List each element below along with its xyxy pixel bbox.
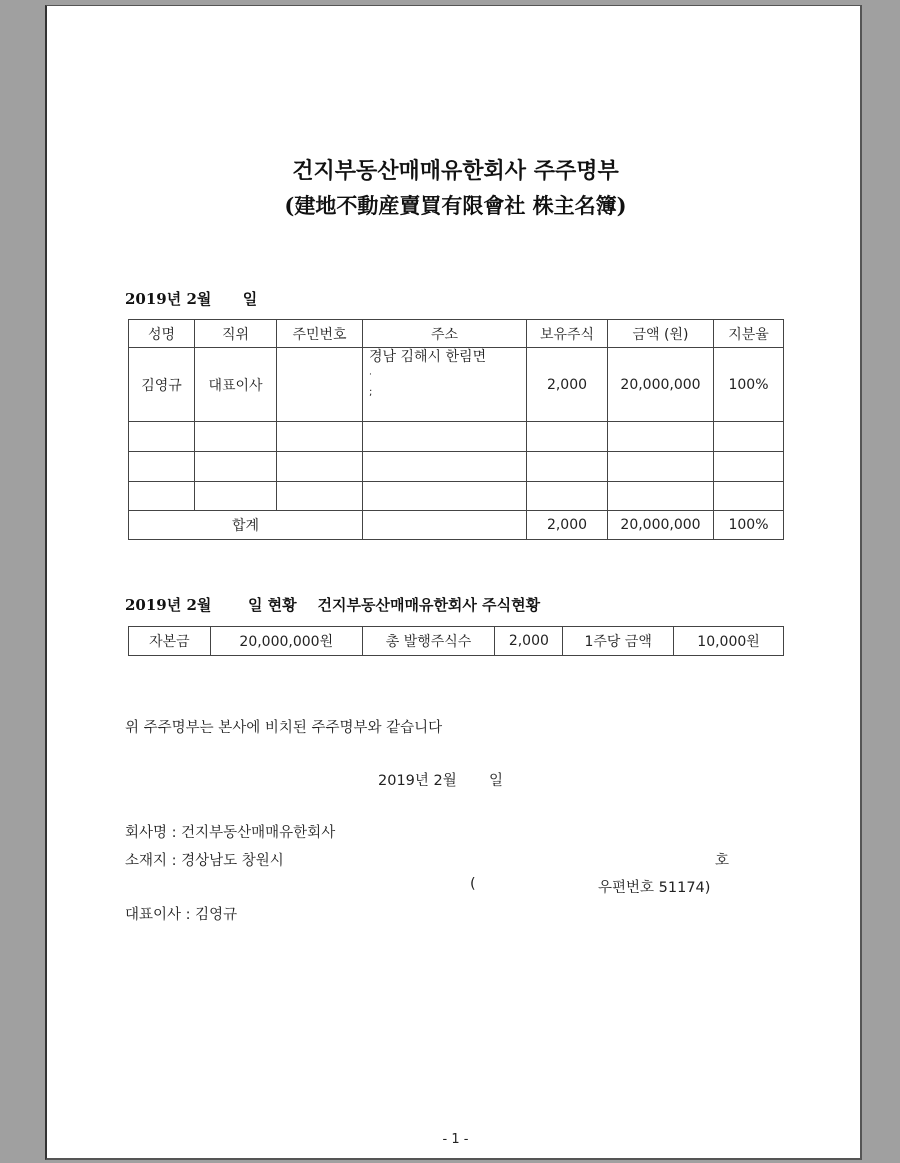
- address-line-3: ;: [369, 387, 373, 398]
- issued-shares-value: 2,000: [495, 627, 563, 656]
- cell-ratio: 100%: [714, 348, 784, 422]
- header-position: 직위: [195, 320, 277, 348]
- cell-position: 대표이사: [195, 348, 277, 422]
- cell-amount: [608, 422, 714, 452]
- table-row: [129, 482, 784, 511]
- postal-code-line: 우편번호 51174): [598, 880, 711, 896]
- cell-address: [363, 348, 527, 422]
- issued-shares-label: 총 발행주식수: [362, 627, 495, 656]
- cell-amount: [608, 452, 714, 482]
- cell-name: [129, 422, 195, 452]
- cell-position: [195, 422, 277, 452]
- header-name: 성명: [129, 320, 195, 348]
- section1-date: 2019년 2월 일: [125, 290, 258, 308]
- cell-ratio: [714, 422, 784, 452]
- per-share-value: 10,000원: [674, 627, 784, 656]
- capital-value: 20,000,000원: [210, 627, 362, 656]
- cell-address: [363, 482, 527, 511]
- statement-date: 2019년 2월 일: [378, 773, 504, 789]
- document-title: 건지부동산매매유한회사 주주명부: [292, 158, 619, 184]
- cell-resident-no: [277, 422, 363, 452]
- page-number: - 1 -: [442, 1132, 469, 1147]
- cell-position: [195, 482, 277, 511]
- cell-amount: [608, 482, 714, 511]
- total-shares: 2,000: [527, 511, 608, 540]
- cell-resident-no: [277, 452, 363, 482]
- cell-position: [195, 452, 277, 482]
- header-ratio: 지분율: [714, 320, 784, 348]
- document-subtitle-hanja: (建地不動産賣買有限會社 株主名簿): [284, 193, 627, 218]
- table-header-row: [129, 320, 784, 348]
- cell-address: [363, 422, 527, 452]
- cell-name: 김영규: [129, 348, 195, 422]
- company-name-line: 회사명 : 건지부동산매매유한회사: [125, 825, 336, 841]
- cell-name: [129, 452, 195, 482]
- section2-heading: 2019년 2월 일 현황 건지부동산매매유한회사 주식현황: [125, 596, 541, 614]
- cell-shares: [527, 452, 608, 482]
- header-address: 주소: [363, 320, 527, 348]
- table-row: [129, 452, 784, 482]
- certification-statement: 위 주주명부는 본사에 비치된 주주명부와 같습니다: [125, 720, 443, 736]
- location-line: 소재지 : 경상남도 창원시: [125, 853, 284, 869]
- per-share-label: 1주당 금액: [563, 627, 674, 656]
- header-resident-no: 주민번호: [277, 320, 363, 348]
- table-total-row: [129, 511, 784, 540]
- capital-label: 자본금: [129, 627, 211, 656]
- total-label: 합계: [129, 511, 363, 540]
- cell-shares: 2,000: [527, 348, 608, 422]
- address-line-1: 경남 김해시 한림면: [369, 349, 487, 365]
- cell-amount: 20,000,000: [608, 348, 714, 422]
- total-ratio: 100%: [714, 511, 784, 540]
- total-amount: 20,000,000: [608, 511, 714, 540]
- representative-line: 대표이사 : 김영규: [125, 907, 238, 923]
- header-shares: 보유주식: [527, 320, 608, 348]
- document-page: [45, 5, 862, 1160]
- table-row: [129, 348, 784, 422]
- total-address: [363, 511, 527, 540]
- cell-ratio: [714, 482, 784, 511]
- cell-shares: [527, 482, 608, 511]
- stock-status-table: [128, 626, 784, 656]
- address-line-2: ·: [369, 370, 372, 380]
- table-row: [129, 422, 784, 452]
- header-amount: 금액 (원): [608, 320, 714, 348]
- postal-open-paren: (: [470, 876, 476, 892]
- cell-shares: [527, 422, 608, 452]
- cell-address: [363, 452, 527, 482]
- cell-resident-no: [277, 482, 363, 511]
- location-suffix: 호: [715, 853, 730, 869]
- cell-ratio: [714, 452, 784, 482]
- cell-resident-no: [277, 348, 363, 422]
- shareholder-table: [128, 319, 784, 540]
- cell-name: [129, 482, 195, 511]
